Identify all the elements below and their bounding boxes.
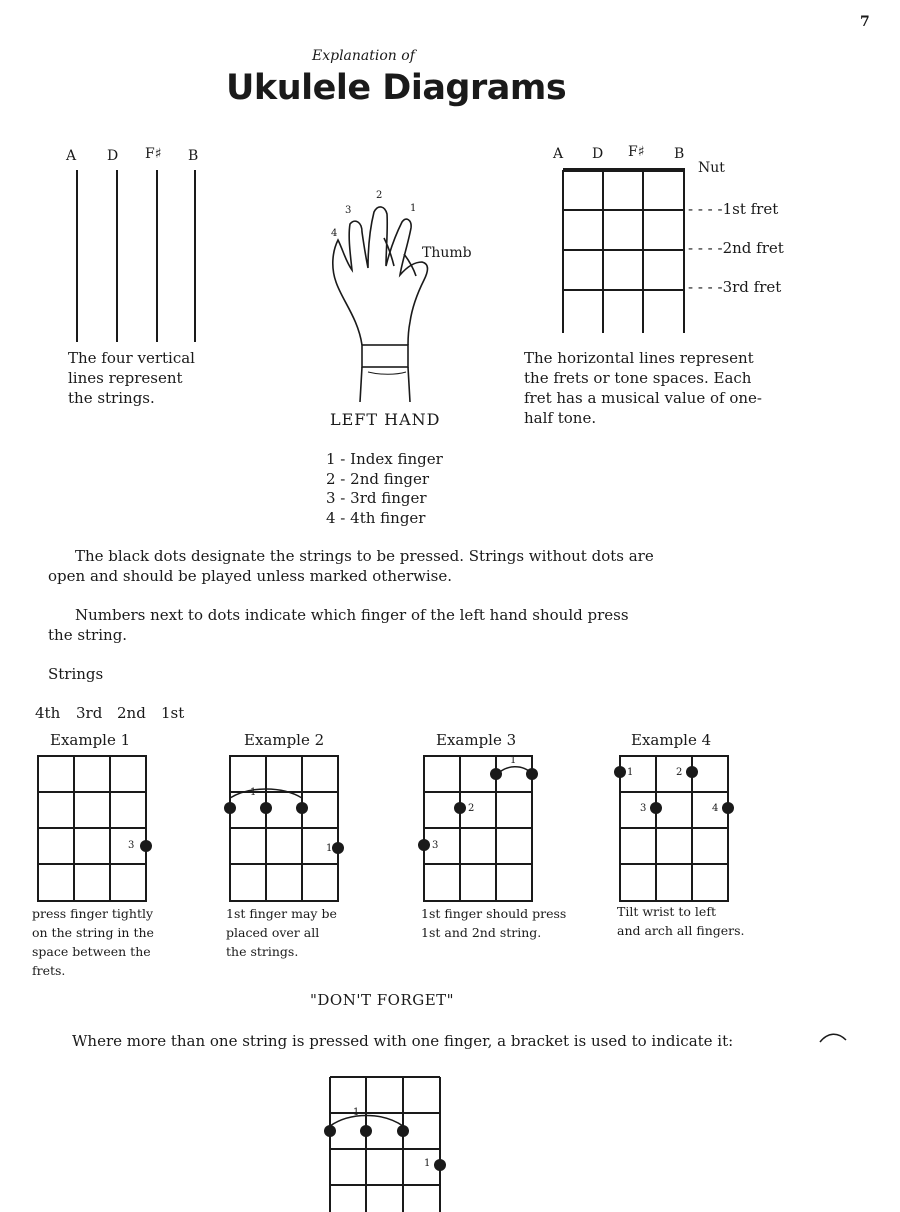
- example-3-dot: [526, 768, 538, 780]
- example-4-dot: [614, 766, 626, 778]
- dot-number: 1: [326, 843, 333, 854]
- fret-string-name-d: D: [592, 146, 604, 162]
- strings-caption: The four vertical lines represent the strings.: [68, 349, 195, 407]
- dot-number: 2: [468, 803, 475, 814]
- string-name-a: A: [66, 148, 77, 164]
- page-title: Ukulele Diagrams: [226, 68, 567, 108]
- hand-finger-number: 4: [331, 228, 338, 239]
- dot-number: 3: [640, 803, 647, 814]
- left-hand-title: LEFT HAND: [330, 410, 441, 429]
- example-4-grid: [620, 756, 728, 901]
- hand-finger-number: 1: [410, 203, 417, 214]
- example-3-label: Example 3: [436, 731, 517, 749]
- fret-string-name-b: B: [674, 146, 685, 162]
- example-2-caption: 1st finger may be placed over all the strings.: [226, 906, 337, 959]
- dot-number: 1: [250, 787, 257, 798]
- left-hand-drawing: [333, 207, 428, 402]
- strings-diagram: [77, 170, 195, 342]
- dot-number: 2: [676, 767, 683, 778]
- example-1-caption: press finger tightly on the string in the space between the frets.: [32, 906, 154, 978]
- thumb-label: Thumb: [422, 245, 472, 261]
- bottom-dot: [434, 1159, 446, 1171]
- string-order-1st: 1st: [161, 704, 185, 722]
- string-name-d: D: [107, 148, 119, 164]
- dont-forget-heading: "DON'T FORGET": [310, 991, 455, 1009]
- example-1-grid: [38, 756, 146, 901]
- paragraph-2-line-1: Numbers next to dots indicate which finger of the left hand should press: [75, 606, 629, 624]
- bracket-symbol: [820, 1034, 846, 1042]
- example-3-caption: 1st finger should press 1st and 2nd string.: [421, 906, 567, 940]
- bottom-dot: [324, 1125, 336, 1137]
- hand-finger-number: 3: [345, 205, 352, 216]
- dot-number: 1: [510, 755, 517, 766]
- dot-number: 3: [432, 840, 439, 851]
- bottom-dot: [360, 1125, 372, 1137]
- example-4-dot: [722, 802, 734, 814]
- example-3-dot: [454, 802, 466, 814]
- fret-string-name-fsharp: F♯: [628, 144, 645, 160]
- paragraph-1-line-2: open and should be played unless marked otherwise.: [48, 567, 453, 585]
- example-3-dot: [418, 839, 430, 851]
- example-2-label: Example 2: [244, 731, 325, 749]
- bottom-dot: [397, 1125, 409, 1137]
- fret-label-2: - - - -2nd fret: [688, 239, 784, 257]
- fret-string-name-a: A: [553, 146, 564, 162]
- string-order-4th: 4th: [35, 704, 61, 722]
- paragraph-2-line-2: the string.: [48, 626, 128, 644]
- hand-finger-number: 2: [376, 190, 383, 201]
- example-4-dot: [686, 766, 698, 778]
- dot-number: 1: [424, 1158, 431, 1169]
- finger-legend: 1 - Index finger 2 - 2nd finger 3 - 3rd finger 4 - 4th finger: [326, 450, 443, 527]
- example-3-grid: [424, 756, 532, 901]
- bracket-note: Where more than one string is pressed with one finger, a bracket is used to indicate it:: [72, 1032, 734, 1050]
- example-2-dot: [332, 842, 344, 854]
- nut-label: Nut: [698, 160, 725, 176]
- dot-number: 3: [128, 840, 135, 851]
- dot-number: 4: [712, 803, 719, 814]
- example-1-dot: [140, 840, 152, 852]
- example-4-caption: Tilt wrist to left and arch all fingers.: [617, 904, 745, 938]
- string-order-2nd: 2nd: [117, 704, 146, 722]
- dot-number: 1: [353, 1107, 360, 1118]
- example-4-label: Example 4: [631, 731, 712, 749]
- example-2-grid: [230, 756, 338, 901]
- example-1-label: Example 1: [50, 731, 131, 749]
- bottom-diagram-grid: [330, 1077, 440, 1212]
- example-4-dot: [650, 802, 662, 814]
- fret-label-1: - - - -1st fret: [688, 200, 779, 218]
- example-2-dot: [296, 802, 308, 814]
- dot-number: 1: [627, 767, 634, 778]
- strings-heading: Strings: [48, 665, 104, 683]
- string-order-3rd: 3rd: [76, 704, 103, 722]
- example-2-dot: [260, 802, 272, 814]
- paragraph-1-line-1: The black dots designate the strings to be pressed. Strings without dots are: [75, 547, 654, 565]
- frets-caption: The horizontal lines represent the frets or tone spaces. Each fret has a musical value of one- half tone.: [524, 349, 762, 427]
- subtitle: Explanation of: [312, 48, 415, 64]
- example-2-dot: [224, 802, 236, 814]
- fret-label-3: - - - -3rd fret: [688, 278, 782, 296]
- string-name-fsharp: F♯: [145, 146, 162, 162]
- string-name-b: B: [188, 148, 199, 164]
- example-3-dot: [490, 768, 502, 780]
- page-number: 7: [860, 14, 870, 30]
- fret-diagram-grid: [563, 170, 685, 333]
